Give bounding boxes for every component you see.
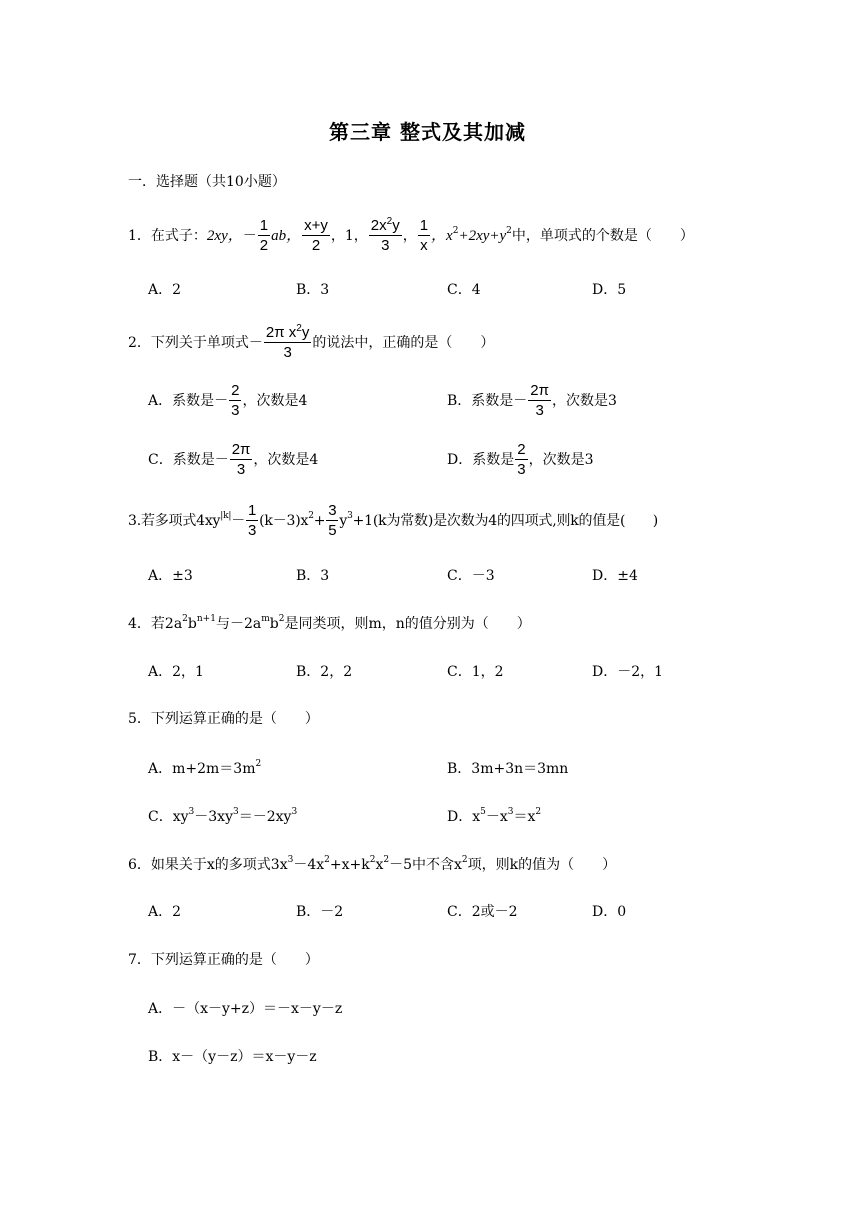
numerator: 1	[248, 502, 257, 519]
q1-fraction-3	[369, 218, 402, 254]
exponent: |k|	[220, 511, 232, 521]
exponent: 3	[347, 511, 353, 521]
denominator: 3	[231, 402, 240, 419]
exponent: 2	[506, 226, 512, 236]
q2-option-a[interactable]	[148, 383, 307, 419]
question-2	[128, 325, 494, 361]
denominator: 2	[311, 237, 321, 254]
q6-text: 6．如果关于x的多项式3x	[128, 857, 288, 873]
denominator: 3	[283, 344, 292, 361]
denominator: 3	[248, 522, 257, 539]
q7-option-a[interactable]: A．－（x－y+z）＝－x－y－z	[148, 1001, 343, 1017]
q1-fraction-2	[302, 218, 330, 254]
q5-option-b[interactable]: B．3m+3n＝3mn	[447, 761, 569, 777]
q1-fraction-4	[418, 218, 430, 254]
q2-prefix: 2．下列关于单项式－	[128, 335, 263, 351]
num-part: y	[392, 217, 400, 234]
denominator: 3	[236, 461, 246, 478]
numerator: 2	[231, 382, 240, 399]
exponent: 5	[480, 807, 486, 817]
q5-option-a[interactable]	[148, 759, 261, 779]
exponent: 2	[383, 855, 390, 865]
q7-option-b[interactable]: B．x－（y－z）＝x－y－z	[148, 1049, 317, 1065]
q4-text: 与－2a	[215, 616, 262, 632]
q3-option-b[interactable]: B．3	[296, 568, 330, 584]
option-text: C．xy	[148, 809, 189, 825]
q1-poly: +2xy+y	[458, 228, 507, 244]
q4-text: 4．若2a	[128, 616, 183, 632]
q4-stem-tail: 是同类项，则m，n的值分别为（ ）	[284, 616, 531, 632]
q3-option-a[interactable]: A．±3	[148, 568, 193, 584]
q4-text: b	[269, 616, 279, 632]
question-1	[128, 218, 694, 254]
q6-option-b[interactable]: B．－2	[296, 904, 344, 920]
option-fraction	[528, 383, 551, 419]
q2-option-d[interactable]	[447, 442, 594, 478]
denominator: 3	[517, 461, 526, 478]
option-text: A．系数是－	[148, 393, 229, 409]
num-part: 2π x	[265, 324, 297, 341]
numerator: 1	[259, 217, 269, 234]
exponent: m	[261, 614, 270, 624]
option-text: D．系数是	[447, 452, 515, 468]
option-fraction	[229, 383, 241, 419]
numerator	[369, 218, 402, 236]
q3-option-d[interactable]: D．±4	[592, 568, 638, 584]
q6-stem-tail: 项，则k的值为（ ）	[467, 857, 617, 873]
option-text: C．系数是－	[148, 452, 229, 468]
num-part: y	[301, 324, 310, 341]
q3-term: y	[339, 513, 348, 529]
q3-fraction-2	[326, 503, 338, 539]
numerator: 2	[517, 441, 526, 458]
exponent: 2	[324, 855, 330, 865]
option-text: －3xy	[194, 809, 233, 825]
q1-prefix: 1．在式子：	[128, 228, 207, 244]
question-6	[128, 855, 616, 875]
q4-option-c[interactable]: C．1，2	[447, 664, 504, 680]
q6-text: －4x	[293, 857, 325, 873]
q2-option-c[interactable]	[148, 442, 318, 478]
numerator: 2π	[530, 382, 549, 399]
exponent: 3	[188, 807, 195, 817]
q6-text: x	[375, 857, 384, 873]
q6-option-a[interactable]: A．2	[148, 904, 182, 920]
exponent: 3	[232, 807, 239, 817]
exponent: 3	[507, 807, 514, 817]
exponent: 3	[287, 855, 294, 865]
q1-option-d[interactable]: D．5	[592, 282, 627, 298]
exponent: n+1	[196, 614, 216, 624]
option-text: ，次数是3	[552, 393, 617, 409]
option-text: －x	[485, 809, 508, 825]
q3-plus: +	[313, 513, 326, 529]
option-fraction	[515, 442, 527, 478]
numerator: x+y	[304, 217, 328, 234]
numerator: 1	[419, 217, 429, 234]
q1-term: 2xy，	[206, 228, 243, 244]
denominator: x	[420, 237, 428, 254]
q6-text: －5中不含x	[389, 857, 462, 873]
page-title: 第三章 整式及其加减	[329, 120, 526, 144]
question-3	[128, 503, 658, 539]
q3-fraction-1	[246, 503, 258, 539]
exponent: 2	[369, 855, 376, 865]
denominator: 2	[259, 237, 269, 254]
numerator: 2π	[231, 441, 251, 458]
exponent: 2	[278, 614, 285, 624]
section-heading: 一．选择题（共10小题）	[128, 174, 286, 190]
q2-option-b[interactable]	[447, 383, 617, 419]
option-text: ，次数是4	[253, 452, 319, 468]
q1-fraction-1	[258, 218, 270, 254]
exponent: 2	[386, 216, 393, 227]
q1-minus: －	[242, 228, 257, 244]
exponent: 2	[461, 855, 468, 865]
denominator: 5	[328, 522, 337, 539]
option-fraction	[230, 442, 253, 478]
question-4	[128, 614, 531, 634]
q5-option-d[interactable]	[447, 807, 541, 827]
denominator: 3	[381, 237, 390, 254]
q1-sep: ，	[402, 228, 417, 244]
q5-option-c[interactable]	[148, 807, 297, 827]
q2-fraction	[264, 325, 311, 361]
exponent: 2	[308, 511, 314, 521]
q1-stem-tail: 中，单项式的个数是（ ）	[511, 228, 694, 244]
option-text: ，次数是3	[528, 452, 594, 468]
q3-option-c[interactable]: C．－3	[447, 568, 495, 584]
option-text: A．m+2m＝3m	[148, 761, 256, 777]
q4-option-d[interactable]: D．－2，1	[592, 664, 664, 680]
option-text: B．系数是－	[447, 393, 528, 409]
q1-option-c[interactable]: C．4	[447, 282, 481, 298]
option-text: D．x	[447, 809, 481, 825]
option-text: ，次数是4	[242, 393, 308, 409]
q6-option-c[interactable]: C．2或－2	[447, 904, 518, 920]
exponent: 3	[291, 807, 298, 817]
q4-text: b	[187, 616, 197, 632]
denominator: 3	[535, 402, 544, 419]
exponent: 2	[182, 614, 188, 624]
numerator	[264, 325, 311, 343]
question-7: 7．下列运算正确的是（ ）	[128, 952, 319, 968]
exponent: 2	[296, 323, 302, 334]
q1-sep: ，1，	[330, 228, 368, 244]
q3-term: (k－3)x	[259, 513, 309, 529]
q3-minus: －	[231, 513, 246, 529]
option-text: ＝x	[513, 809, 536, 825]
exponent: 2	[255, 759, 262, 769]
exponent: 2	[452, 226, 459, 236]
q1-poly: ，x	[431, 228, 453, 244]
question-5: 5．下列运算正确的是（ ）	[128, 711, 319, 727]
numerator: 3	[328, 502, 337, 519]
num-part: 2x	[370, 217, 387, 234]
q3-stem-tail: +1(k为常数)是次数为4的四项式,则k的值是( )	[352, 513, 659, 529]
option-text: ＝－2xy	[238, 809, 292, 825]
q4-option-a[interactable]: A．2，1	[148, 664, 204, 680]
q2-stem-tail: 的说法中，正确的是（ ）	[312, 335, 495, 351]
q1-option-b[interactable]: B．3	[296, 282, 330, 298]
q6-text: +x+k	[329, 857, 370, 873]
q1-ab: ab，	[271, 228, 302, 244]
q3-prefix: 3.若多项式4xy	[128, 513, 221, 529]
q6-option-d[interactable]: D．0	[592, 904, 627, 920]
q1-option-a[interactable]: A．2	[148, 282, 182, 298]
q4-option-b[interactable]: B．2，2	[296, 664, 353, 680]
exponent: 2	[535, 807, 542, 817]
